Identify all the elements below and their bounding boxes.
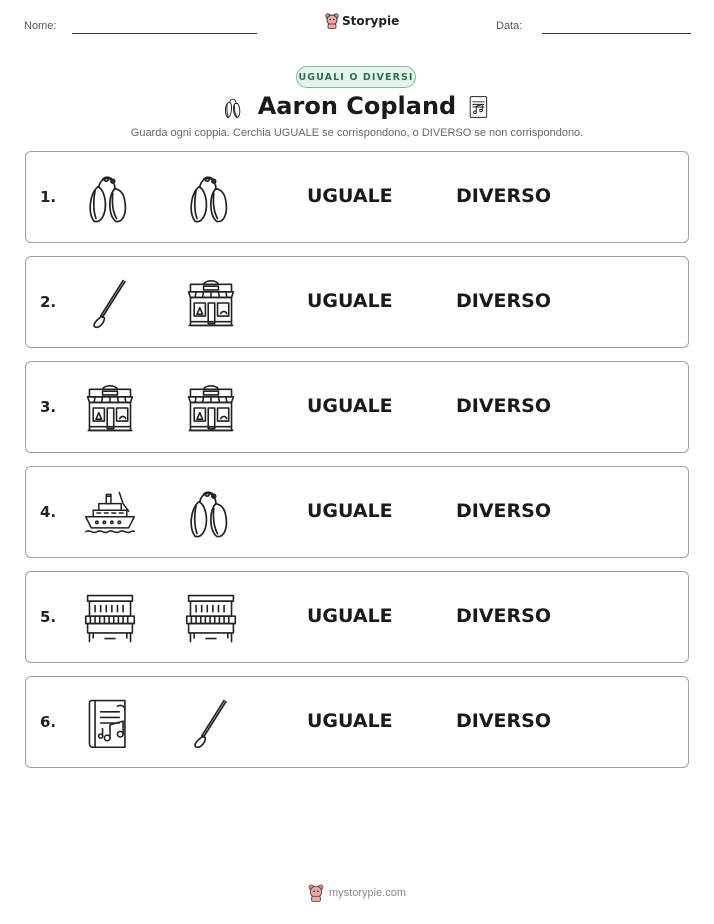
different-option[interactable]: DIVERSO: [456, 710, 551, 732]
page-title: Aaron Copland: [257, 92, 457, 120]
footer: [308, 884, 406, 902]
bear-mascot-icon: [308, 884, 324, 902]
question-row-1: [25, 151, 689, 243]
date-field-line[interactable]: [542, 33, 691, 34]
different-option[interactable]: DIVERSO: [456, 290, 551, 312]
bear-mascot-icon: [325, 13, 339, 29]
row-number: 5.: [40, 608, 57, 626]
shop-icon: [82, 380, 138, 436]
question-row-5: [25, 571, 689, 663]
ballet-shoes-icon: [222, 92, 248, 122]
brand-logo: [325, 13, 399, 29]
question-row-2: [25, 256, 689, 348]
piano-icon: [183, 590, 239, 646]
row-number: 6.: [40, 713, 57, 731]
instructions: Guarda ogni coppia. Cerchia UGUALE se corrispondono, o DIVERSO se non corrispondono.: [130, 127, 584, 139]
row-number: 2.: [40, 293, 57, 311]
shop-icon: [183, 275, 239, 331]
baton-icon: [82, 275, 138, 331]
shop-icon: [183, 380, 239, 436]
ballet-shoes-icon: [183, 485, 239, 541]
row-number: 4.: [40, 503, 57, 521]
different-option[interactable]: DIVERSO: [456, 605, 551, 627]
brand-name: Storypie: [342, 14, 400, 28]
same-option[interactable]: UGUALE: [307, 395, 393, 417]
baton-icon: [183, 695, 239, 751]
date-label: Data:: [496, 20, 523, 32]
row-number: 1.: [40, 188, 57, 206]
same-option[interactable]: UGUALE: [307, 290, 393, 312]
question-row-6: [25, 676, 689, 768]
sheet-music-icon: [82, 695, 138, 751]
same-option[interactable]: UGUALE: [307, 710, 393, 732]
footer-url[interactable]: mystorypie.com: [329, 887, 407, 899]
name-field-line[interactable]: [72, 33, 257, 34]
different-option[interactable]: DIVERSO: [456, 395, 551, 417]
worksheet-type-badge: UGUALI O DIVERSI: [296, 66, 416, 88]
ballet-shoes-icon: [82, 170, 138, 226]
name-label: Nome:: [24, 20, 57, 32]
row-number: 3.: [40, 398, 57, 416]
different-option[interactable]: DIVERSO: [456, 500, 551, 522]
same-option[interactable]: UGUALE: [307, 185, 393, 207]
sheet-music-icon: [465, 92, 491, 122]
different-option[interactable]: DIVERSO: [456, 185, 551, 207]
piano-icon: [82, 590, 138, 646]
same-option[interactable]: UGUALE: [307, 605, 393, 627]
question-row-4: [25, 466, 689, 558]
question-row-3: [25, 361, 689, 453]
ship-icon: [82, 485, 138, 541]
same-option[interactable]: UGUALE: [307, 500, 393, 522]
ballet-shoes-icon: [183, 170, 239, 226]
